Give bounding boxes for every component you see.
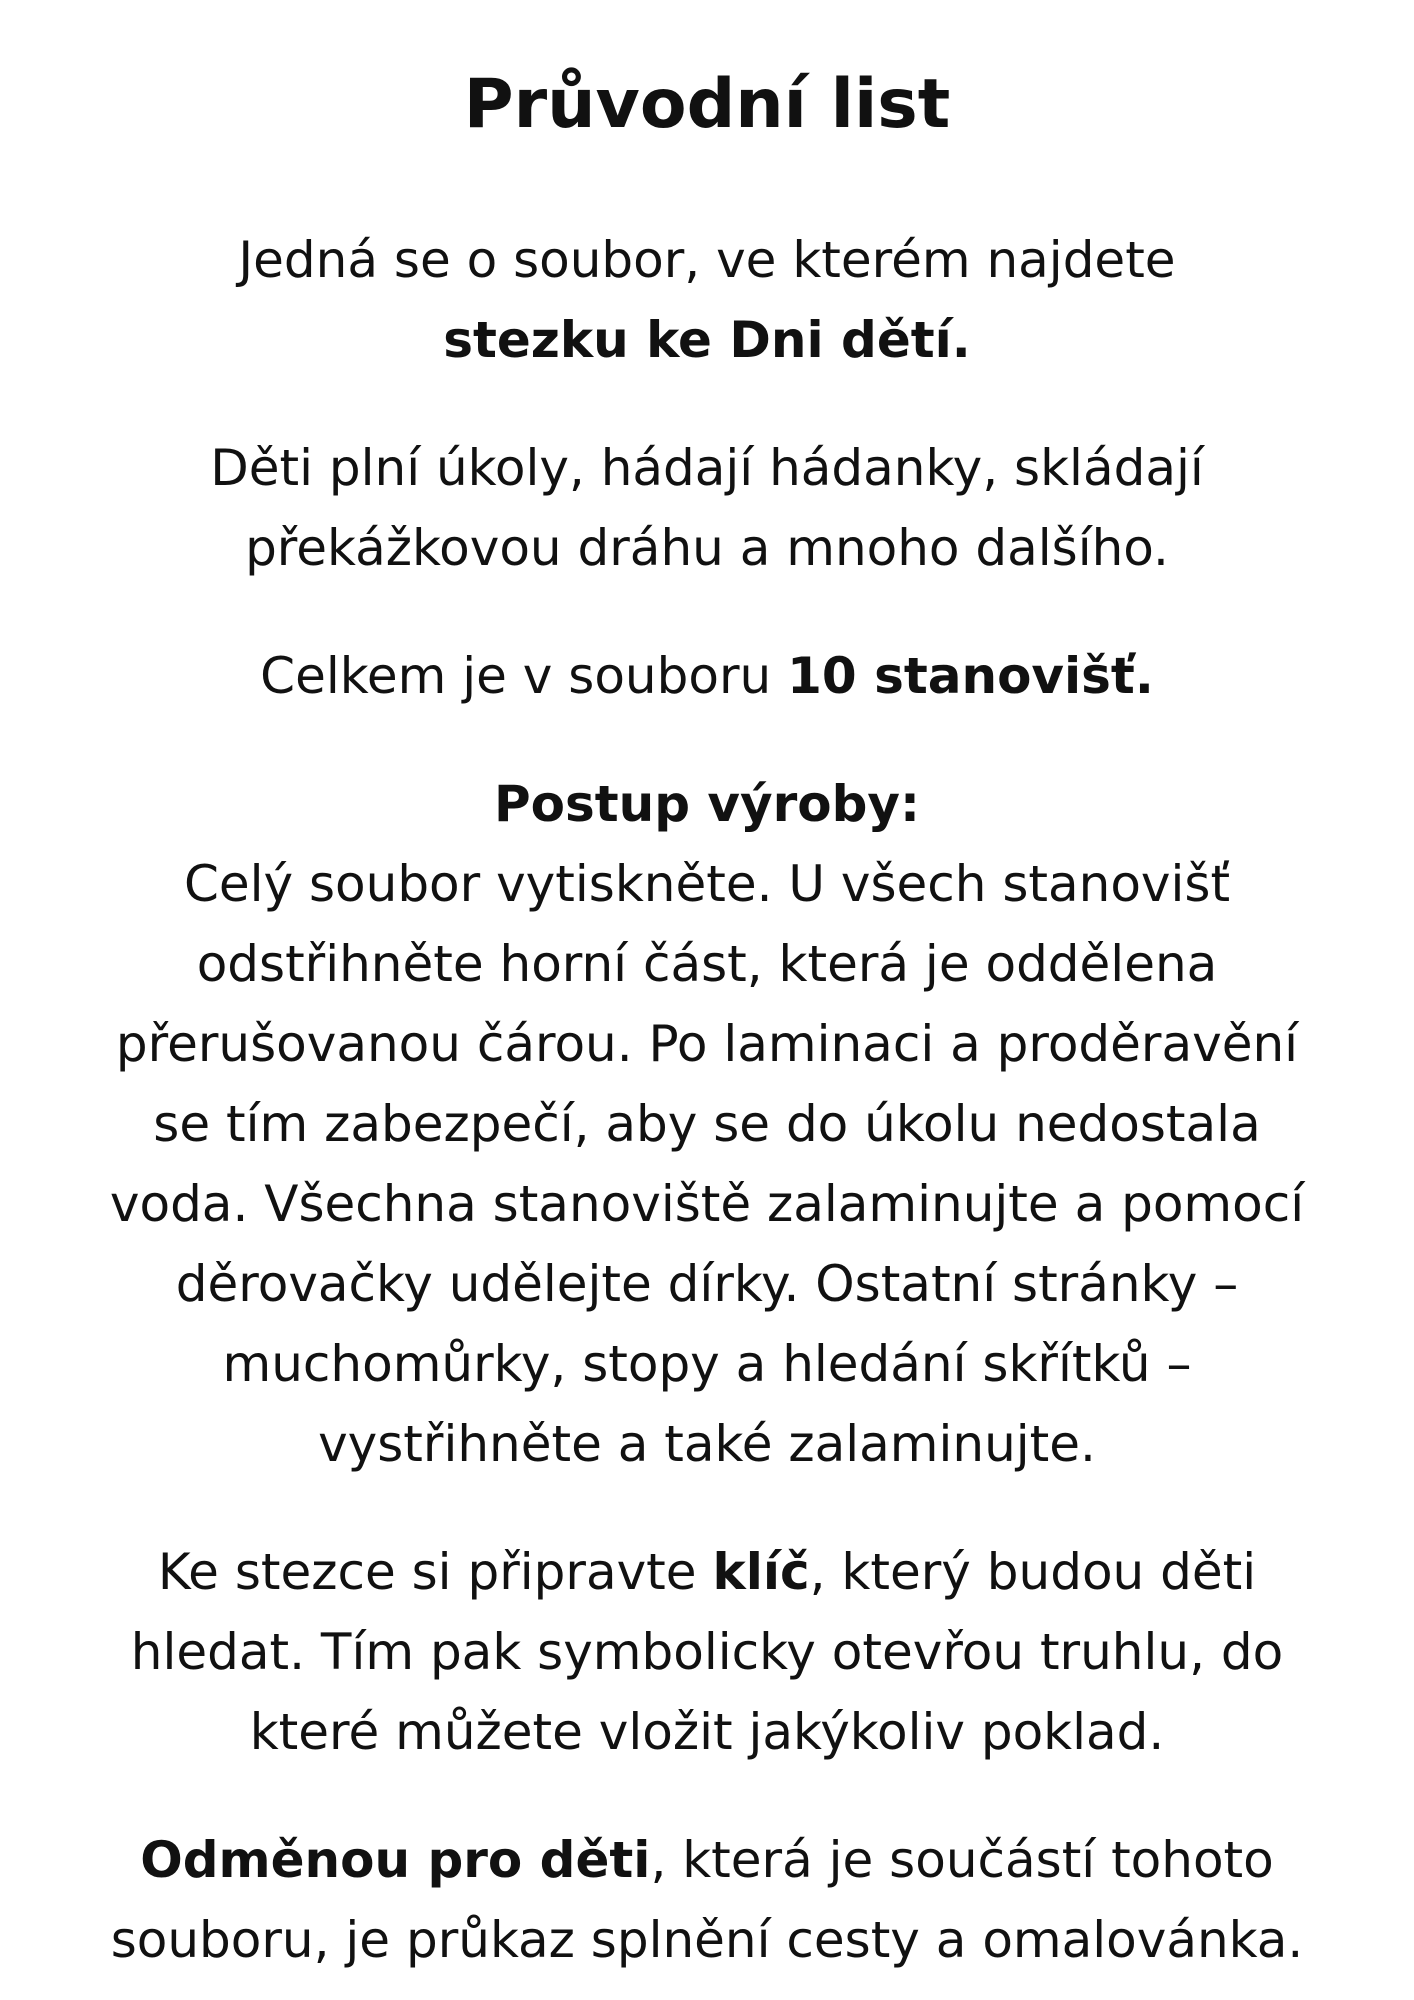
reward-paragraph xyxy=(40,1820,1374,1980)
page-title: Průvodní list xyxy=(463,65,951,144)
procedure-line: se tím zabezpečí, aby se do úkolu nedostala xyxy=(153,1095,1261,1153)
procedure-line: voda. Všechna stanoviště zalaminujte a pomocí xyxy=(109,1175,1305,1233)
key-line-1 xyxy=(40,1532,1374,1612)
procedure-line: přerušovanou čárou. Po laminaci a proděravění xyxy=(115,1015,1299,1073)
intro-line-1: Jedná se o soubor, ve kterém najdete xyxy=(238,231,1176,289)
procedure-line: muchomůrky, stopy a hledání skřítků – xyxy=(222,1335,1192,1393)
procedure-line: Celý soubor vytiskněte. U všech stanovišť xyxy=(183,855,1231,913)
stations-line xyxy=(40,636,1374,716)
procedure-line: děrovačky udělejte dírky. Ostatní stránky – xyxy=(175,1255,1239,1313)
key-paragraph xyxy=(40,1532,1374,1772)
reward-line-1 xyxy=(40,1820,1374,1900)
key-word-bold: klíč xyxy=(712,1543,810,1601)
key-line-2: hledat. Tím pak symbolicky otevřou truhlu, do xyxy=(130,1623,1284,1681)
activities-line-1: Děti plní úkoly, hádají hádanky, skládají xyxy=(210,439,1204,497)
reward-line-2: souboru, je průkaz splnění cesty a omalovánka. xyxy=(110,1911,1304,1969)
procedure-line: vystřihněte a také zalaminujte. xyxy=(318,1415,1096,1473)
stations-text: Celkem je v souboru xyxy=(260,647,788,705)
key-line-1-post: , který budou děti xyxy=(809,1543,1257,1601)
stations-paragraph xyxy=(40,636,1374,716)
reward-bold: Odměnou pro děti xyxy=(140,1831,651,1889)
intro-line-2-bold: stezku ke Dni dětí. xyxy=(443,311,971,369)
procedure-heading: Postup výroby: xyxy=(493,775,921,833)
procedure-line: odstřihněte horní část, která je oddělena xyxy=(196,935,1218,993)
activities-paragraph xyxy=(40,428,1374,588)
reward-line-1-post: , která je součástí tohoto xyxy=(650,1831,1274,1889)
key-line-3: které můžete vložit jakýkoliv poklad. xyxy=(249,1703,1165,1761)
procedure-paragraph xyxy=(40,764,1374,1484)
key-line-1-pre: Ke stezce si připravte xyxy=(157,1543,713,1601)
stations-count-bold: 10 stanovišť. xyxy=(787,647,1154,705)
intro-paragraph xyxy=(40,220,1374,380)
activities-line-2: překážkovou dráhu a mnoho dalšího. xyxy=(245,519,1169,577)
